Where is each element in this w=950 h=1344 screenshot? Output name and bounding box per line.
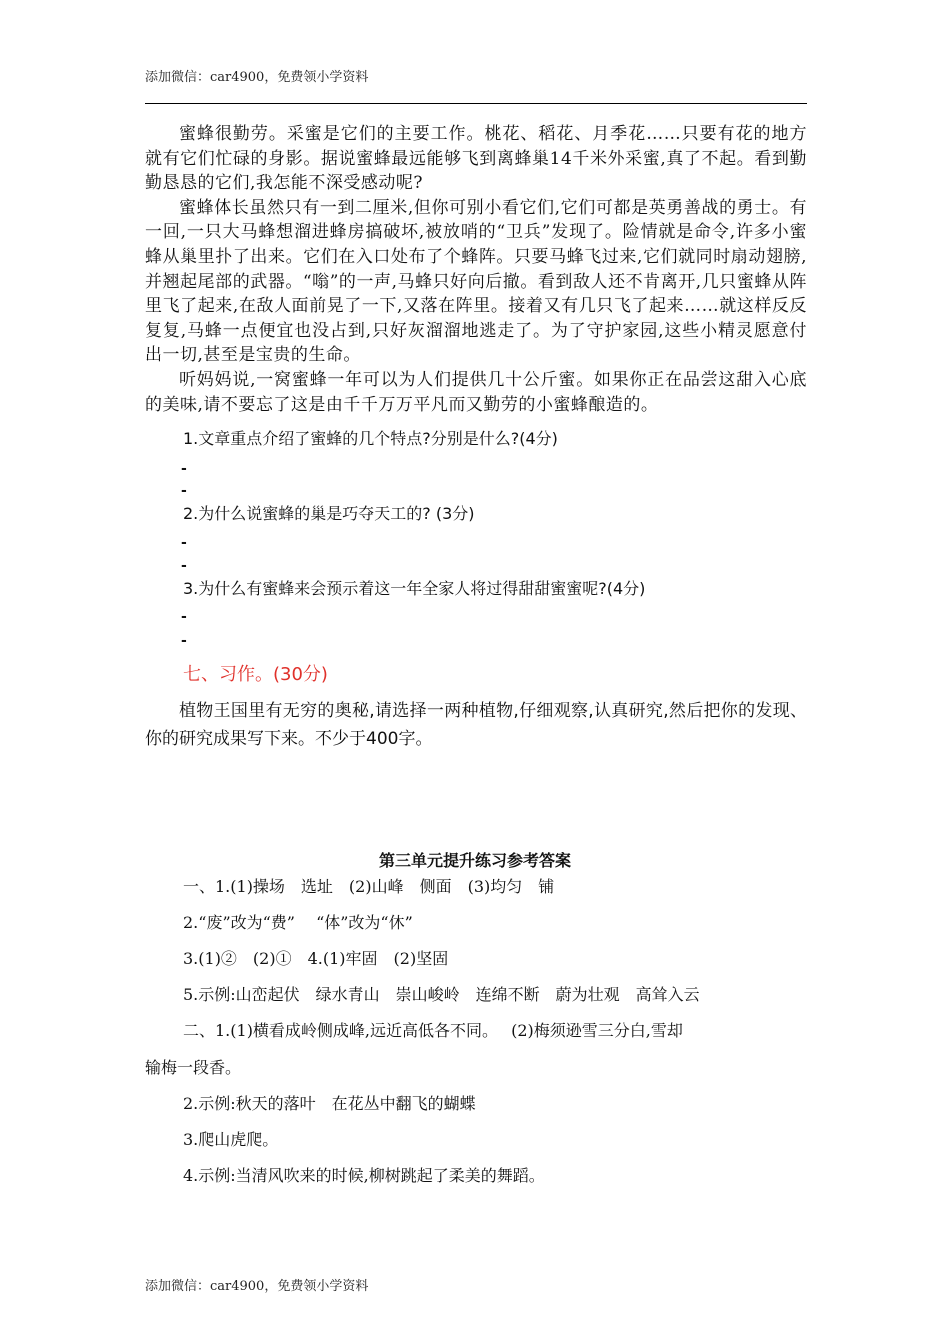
passage-paragraph-2: 蜜蜂体长虽然只有一到二厘米,但你可别小看它们,它们可都是英勇善战的勇士。有一回,一只大马蜂想溜进蜂房搞破坏,被放哨的“卫兵”发现了。险情就是命令,许多小蜜蜂从巢里扑了出来。它们在入口处布了个蜂阵。只要马蜂飞过来,它们就同时扇动翅膀,并翘起尾部的武器。“嗡”的一声,马蜂只好向后撤。看到敌人还不肯离开,几只蜜蜂从阵里飞了起来,在敌人面前晃了一下,又落在阵里。接着又有几只飞了起来……就这样反反复复,马蜂一点便宜也没占到,只好灰溜溜地逃走了。为了守护家园,这些小精灵愿意付出一切,甚至是宝贵的生命。: [145, 197, 807, 366]
answer-line: 5.示例:山峦起伏 绿水青山 崇山峻岭 连绵不断 蔚为壮观 高耸入云: [183, 985, 700, 1004]
answer-line: 2.示例:秋天的落叶 在花丛中翻飞的蝴蝶: [183, 1094, 476, 1113]
question-3: 3.为什么有蜜蜂来会预示着这一年全家人将过得甜甜蜜蜜呢?(4分): [183, 579, 646, 598]
answer-line: 一、1.(1)操场 选址 (2)山峰 侧面 (3)均匀 铺: [183, 877, 555, 896]
answer-line: 二、1.(1)横看成岭侧成峰,远近高低各不同。 (2)梅须逊雪三分白,雪却: [183, 1021, 683, 1040]
header-watermark: 添加微信：car4900，免费领小学资料: [145, 70, 369, 85]
answer-line: 4.示例:当清风吹来的时候,柳树跳起了柔美的舞蹈。: [183, 1166, 545, 1185]
answer-line: 2.“废”改为“费” “体”改为“休”: [183, 913, 413, 932]
writing-prompt: [145, 697, 807, 753]
answer-line: 3.爬山虎爬。: [183, 1130, 279, 1149]
passage-paragraph-3: 听妈妈说,一窝蜜蜂一年可以为人们提供几十公斤蜜。如果你正在品尝这甜入心底的美味,请不要忘了这是由千千万万平凡而又勤劳的小蜜蜂酿造的。: [145, 369, 807, 415]
reading-passage: [145, 122, 807, 417]
answer-line-1b[interactable]: -: [181, 483, 187, 499]
answer-line-1a[interactable]: -: [181, 461, 187, 477]
answer-line-2b[interactable]: -: [181, 558, 187, 574]
passage-paragraph-1: 蜜蜂很勤劳。采蜜是它们的主要工作。桃花、稻花、月季花……只要有花的地方就有它们忙碌的身影。据说蜜蜂最远能够飞到离蜂巢14千米外采蜜,真了不起。看到勤勤恳恳的它们,我怎能不深受感动呢?: [145, 124, 807, 194]
answer-key-title: 第三单元提升练习参考答案: [378, 851, 571, 870]
header-divider: [145, 103, 807, 104]
answer-line: 输梅一段香。: [145, 1058, 242, 1077]
writing-prompt-text: 植物王国里有无穷的奥秘,请选择一两种植物,仔细观察,认真研究,然后把你的发现、你的研究成果写下来。不少于400字。: [145, 701, 807, 749]
footer-watermark: 添加微信：car4900，免费领小学资料: [145, 1279, 369, 1294]
answer-line-2a[interactable]: -: [181, 535, 187, 551]
answer-line: 3.(1)② (2)① 4.(1)牢固 (2)坚固: [183, 949, 449, 968]
answer-line-3b[interactable]: -: [181, 633, 187, 649]
question-1: 1.文章重点介绍了蜜蜂的几个特点?分别是什么?(4分): [183, 429, 558, 448]
section-7-heading: 七、习作。(30分): [183, 664, 328, 685]
answer-line-3a[interactable]: -: [181, 609, 187, 625]
question-2: 2.为什么说蜜蜂的巢是巧夺天工的? (3分): [183, 504, 475, 523]
